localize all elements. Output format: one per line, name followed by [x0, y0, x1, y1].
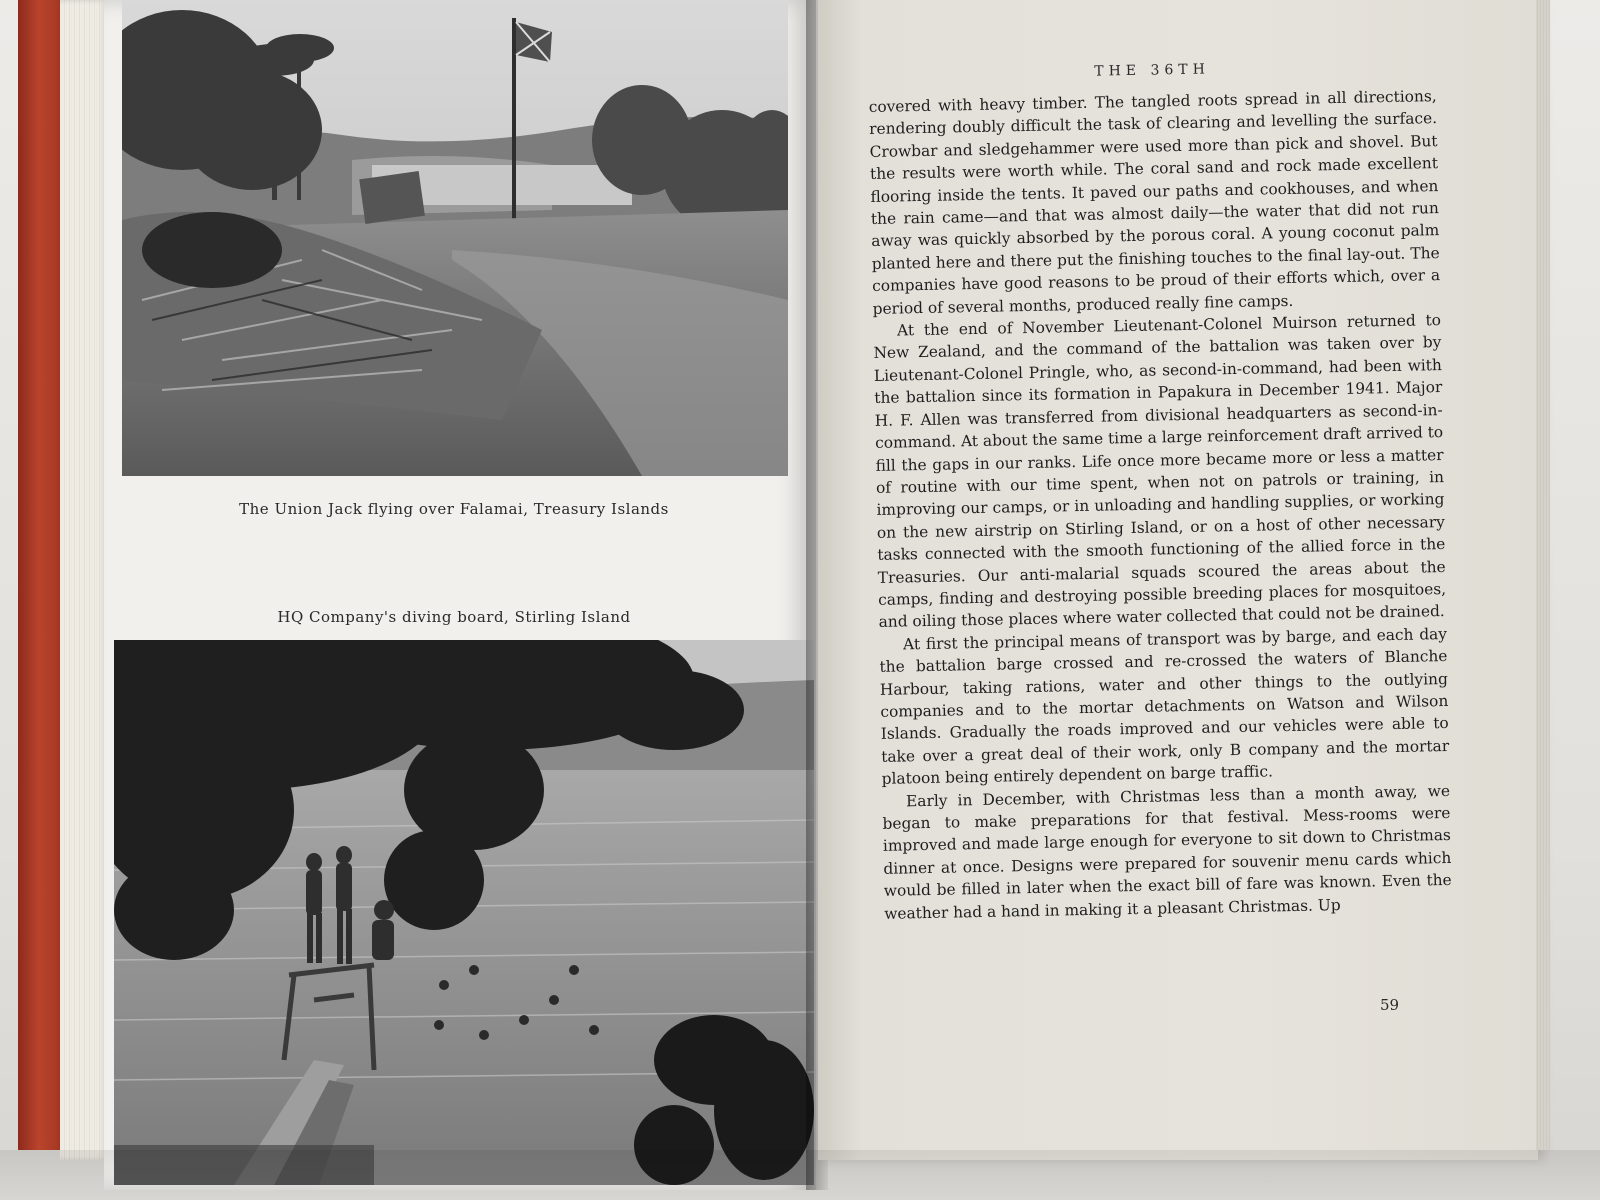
photo-diving-board-stirling	[114, 640, 814, 1185]
left-page	[104, 0, 816, 1190]
caption-diving-board: HQ Company's diving board, Stirling Island	[277, 608, 631, 626]
caption-union-jack: The Union Jack flying over Falamai, Treasury Islands	[239, 500, 669, 518]
paragraph-1: covered with heavy timber. The tangled roots spread in all directions, rendering doubly difficult the task of clearing and levelling the surface. Crowbar and sledgehammer were used more than pick and shovel. But the results were worth while. The coral sand and rock made excellent flooring inside the tents. It paved our paths and cookhouses, and when the rain came—and that was almost daily—the water that did not run away was quickly absorbed by the porous coral. A young coconut palm planted here and there put the finishing touches to the final lay-out. The companies have good reasons to be proud of their efforts which, over a period of several months, produced really fine camps.	[868, 87, 1441, 318]
page-number: 59	[1380, 996, 1400, 1014]
photo-diving-board-image	[114, 640, 814, 1185]
right-page-text-block	[868, 57, 1452, 925]
right-page-stack-edge	[1536, 0, 1550, 1150]
shelf-shadow	[0, 1150, 1600, 1200]
photo-union-jack-image	[122, 0, 788, 476]
paragraph-2: At the end of November Lieutenant-Colonel Muirson returned to New Zealand, and the command of the battalion was taken over by Lieutenant-Colonel Pringle, who, as second-in-command, had been with the battalion since its formation in Papakura in December 1941. Major H. F. Allen was transferred from divisional headquarters as second-in-command. At about the same time a large reinforcement draft arrived to fill the gaps in our ranks. Life once more became more or less a matter of routine with our time spent, when not on patrols or training, in improving our camps, or in unloading and handling supplies, or working on the new airstrip on Stirling Island, or on a host of other necessary tasks connected with the smooth functioning of the allied force in the Treasuries. Our anti-malarial squads scoured the areas about the camps, finding and destroying possible breeding places for mosquitoes, and oiling those places where water collected that could not be drained.	[873, 311, 1447, 632]
photo-union-jack-falamai	[122, 0, 788, 476]
paragraph-4: Early in December, with Christmas less than a month away, we began to make preparations for that festival. Mess-rooms were improved and made large enough for everyone to sit down to Christmas dinner at once. Designs were prepared for souvenir menu cards which would be filled in later when the exact bill of fare was known. Even the weather had a hand in making it a pleasant Christmas. Up	[882, 781, 1452, 923]
page-stack-edge	[60, 0, 108, 1160]
running-head: THE 36TH	[1094, 61, 1211, 80]
body-text	[869, 85, 1453, 925]
paragraph-3: At first the principal means of transport was by barge, and each day the battalion barge crossed and re-crossed the waters of Blanche Harbour, taking rations, water and other things to the outlying companies and to the mortar detachments on Watson and Wilson Islands. Gradually the roads improved and our vehicles were able to take over a great deal of their work, only B company and the mortar platoon being entirely dependent on barge traffic.	[879, 624, 1450, 789]
